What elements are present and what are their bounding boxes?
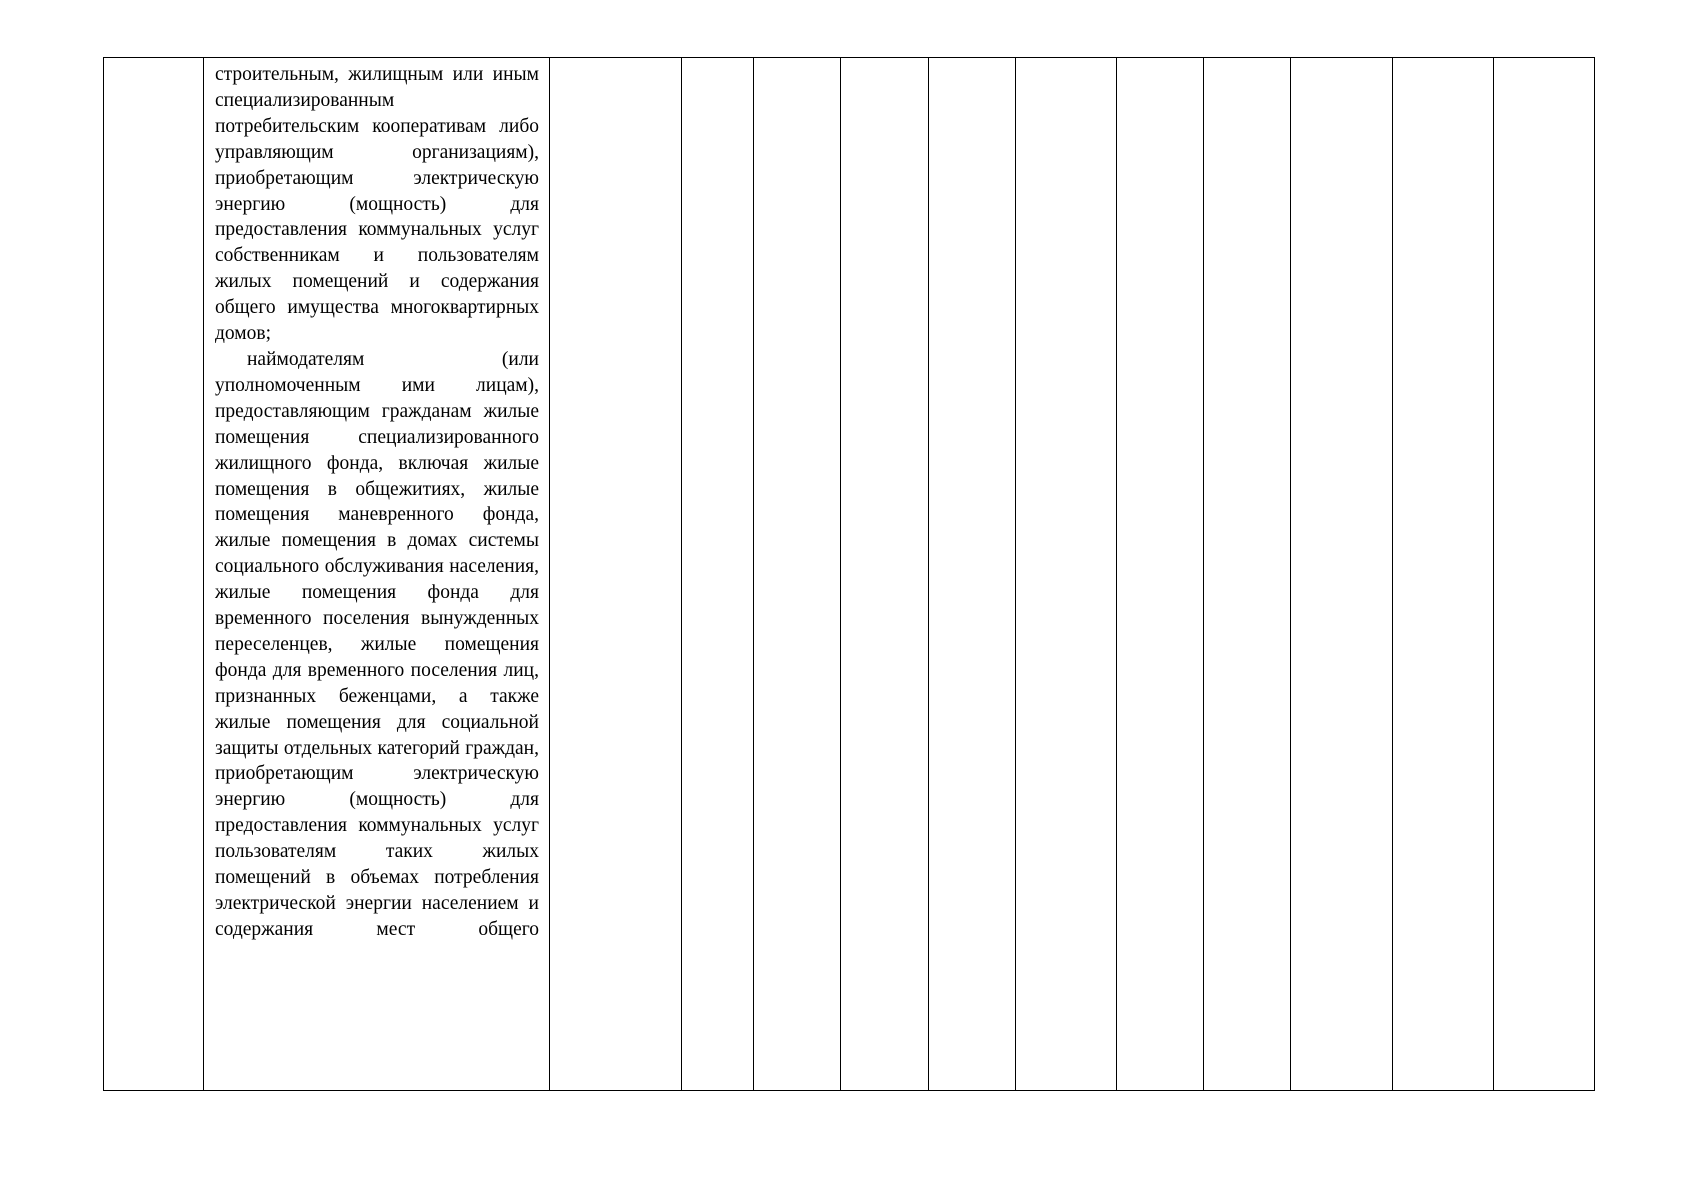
cell-empty-5 [754, 58, 841, 1091]
cell-empty-7 [929, 58, 1016, 1091]
cell-consumer-description [204, 58, 550, 1091]
cell-empty-12 [1393, 58, 1494, 1091]
table-row [104, 58, 1595, 1091]
cell-empty-10 [1204, 58, 1291, 1091]
tariff-table [103, 57, 1595, 1091]
consumer-description-text [204, 58, 549, 943]
cell-empty-3 [550, 58, 682, 1091]
cell-number [104, 58, 204, 1091]
cell-empty-9 [1117, 58, 1204, 1091]
cell-empty-8 [1016, 58, 1117, 1091]
cell-empty-13 [1494, 58, 1595, 1091]
description-paragraph-1: строительным, жилищным или иным специализированным потребительским кооперативам либо управляющим организациям), приобретающим электрическую энергию (мощность) для предоставления коммунальных услуг собственникам и пользователям жилых помещений и содержания общего имущества многоквартирных домов; [215, 64, 539, 345]
cell-empty-4 [682, 58, 754, 1091]
description-paragraph-2: наймодателям (или уполномоченным ими лицам), предоставляющим гражданам жилые помещения специализированного жилищного фонда, включая жилые помещения в общежитиях, жилые помещения маневренного фонда, жилые помещения в домах системы социального обслуживания населения, жилые помещения фонда для временного поселения вынужденных переселенцев, жилые помещения фонда для временного поселения лиц, признанных беженцами, а также жилые помещения для социальной защиты отдельных категорий граждан, приобретающим электрическую энергию (мощность) для предоставления коммунальных услуг пользователям таких жилых помещений в объемах потребления электрической энергии населением и содержания мест общего [215, 348, 539, 940]
cell-empty-11 [1291, 58, 1393, 1091]
cell-empty-6 [841, 58, 929, 1091]
